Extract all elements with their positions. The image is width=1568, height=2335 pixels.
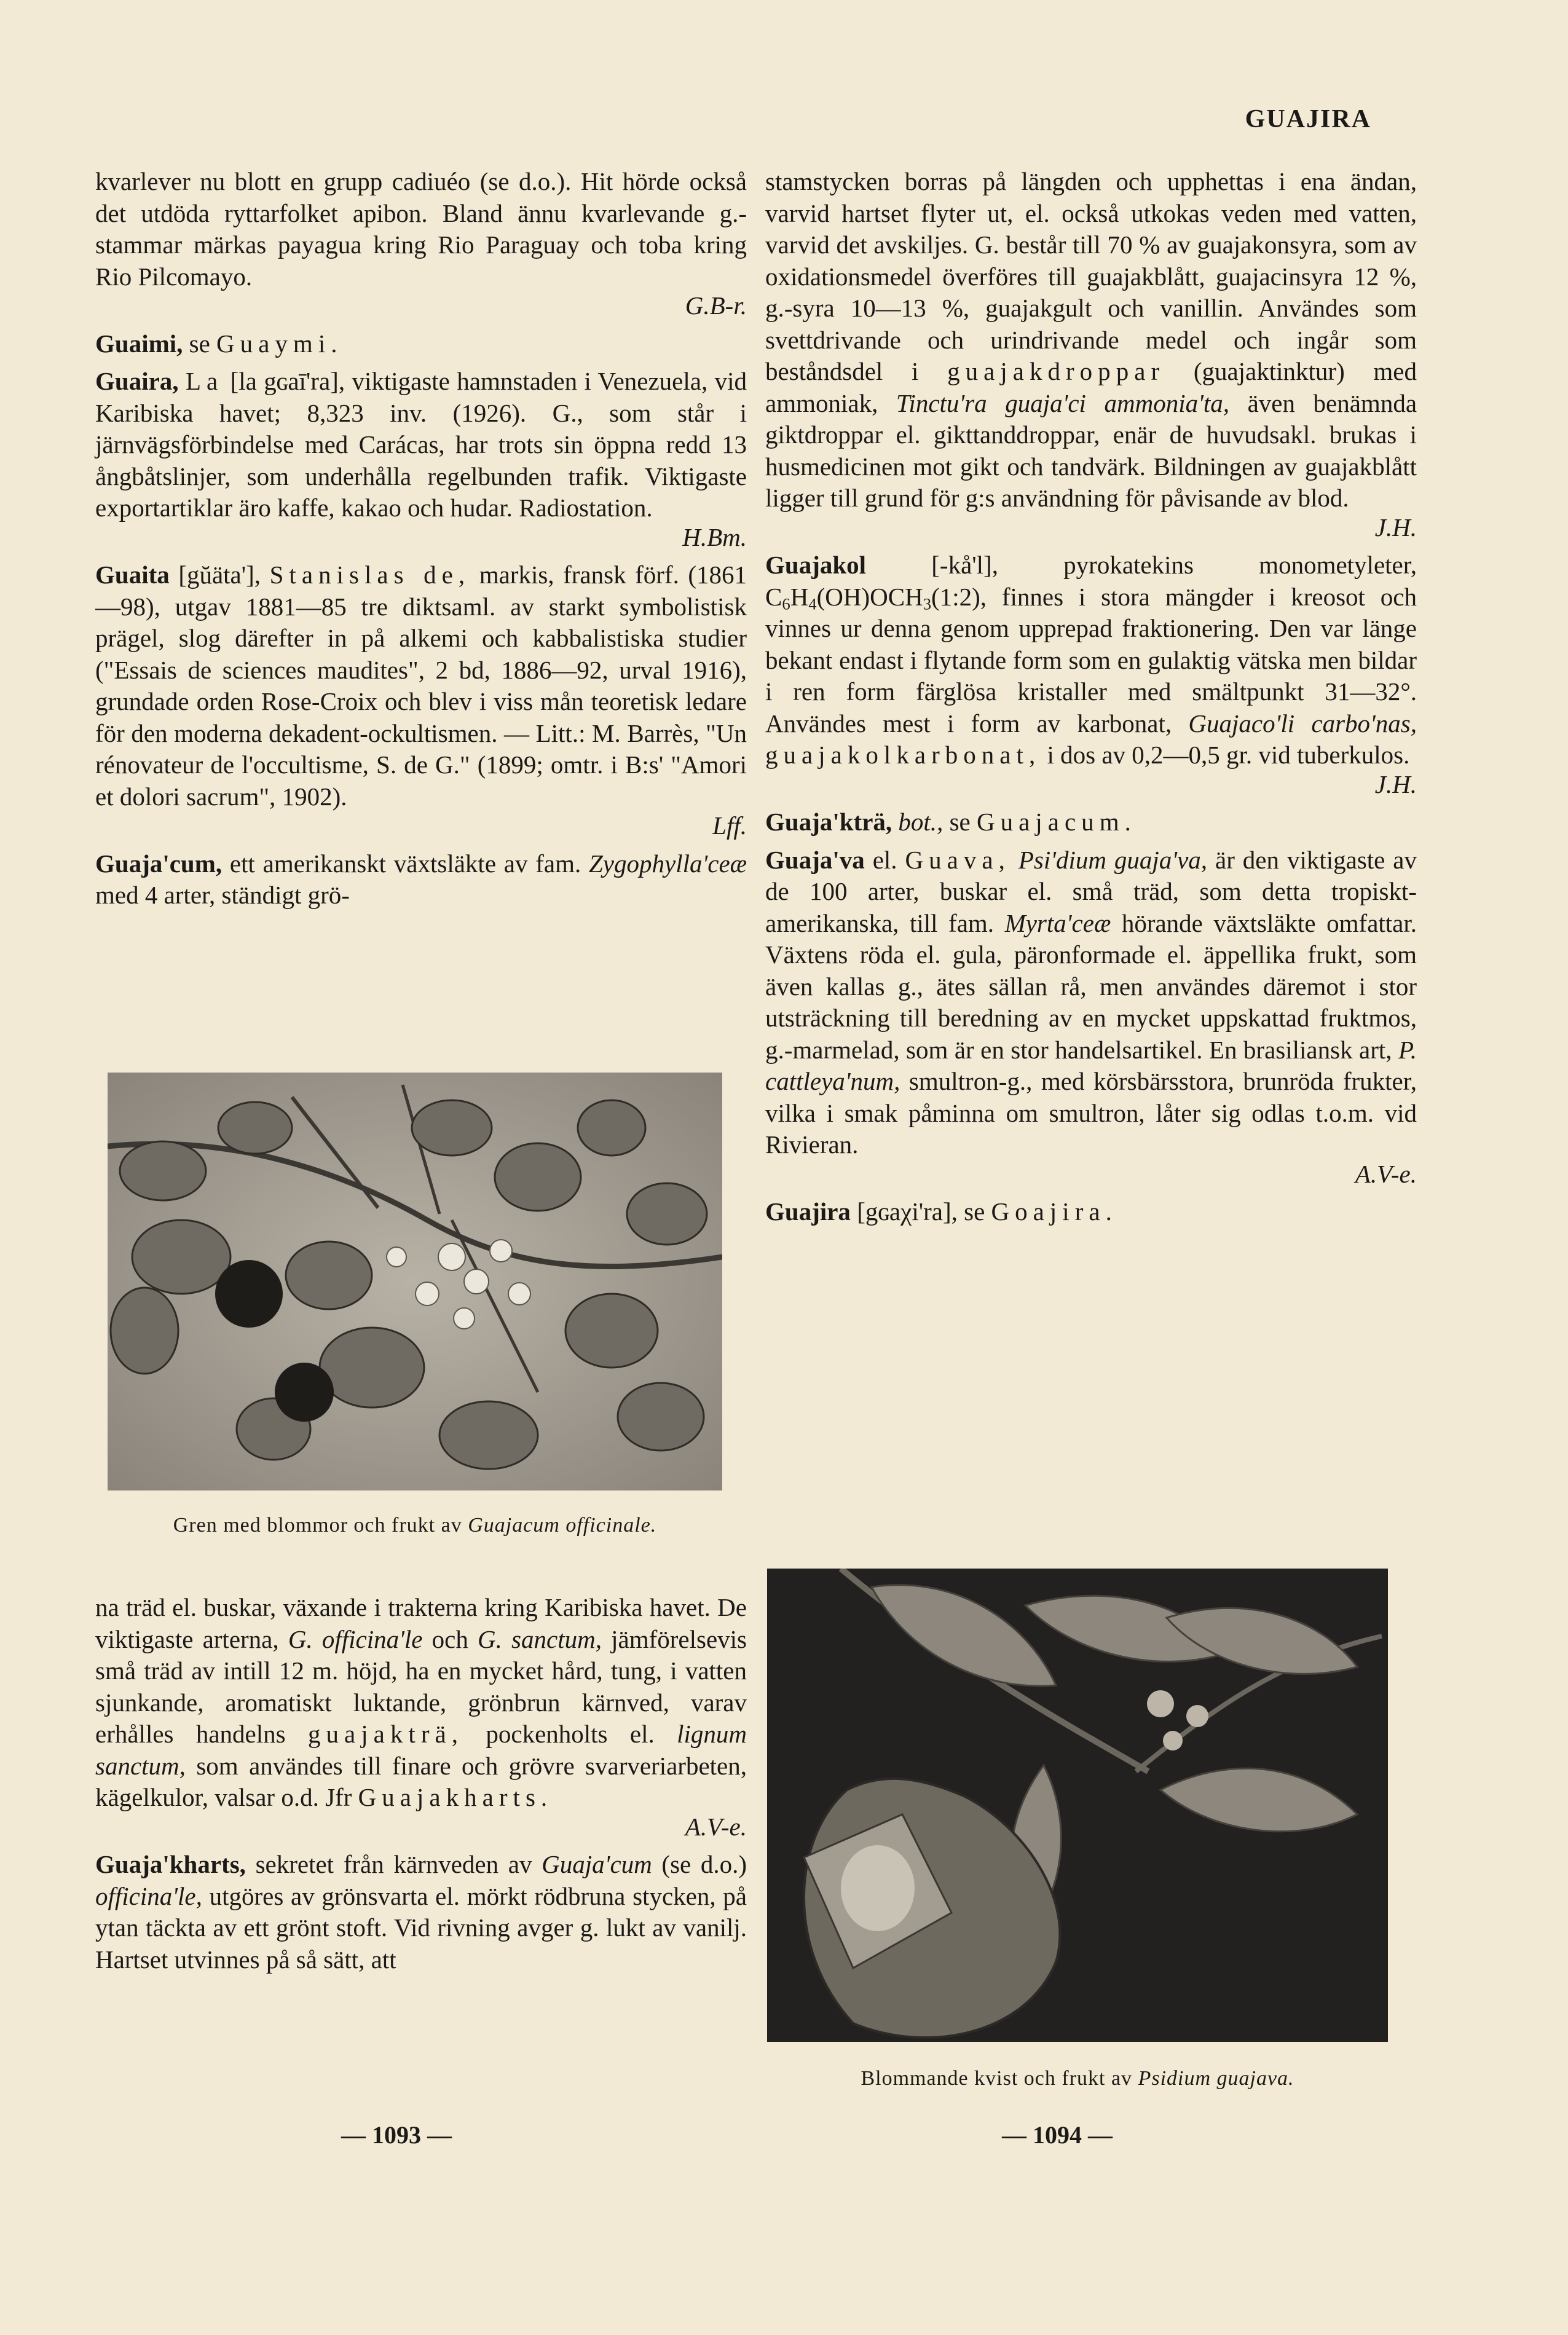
caption-text: Gren med blommor och frukt av xyxy=(173,1514,462,1537)
entry-guajakol xyxy=(765,549,1417,800)
caption-text: Blommande kvist och frukt av xyxy=(861,2067,1133,2090)
family-name: Zygophylla'ceæ xyxy=(589,849,747,878)
entry-guajira xyxy=(765,1196,1417,1228)
see-label: se xyxy=(949,808,971,836)
author-signature: A.V-e. xyxy=(1355,1159,1417,1188)
caption-species: Psidium guajava. xyxy=(1138,2067,1294,2090)
entry-text: och xyxy=(431,1624,468,1653)
subject-label: bot., xyxy=(898,808,944,836)
article-prefix: La xyxy=(185,367,224,395)
spaced-term: guajakdroppar xyxy=(947,357,1165,385)
entry-guaimi xyxy=(95,328,747,360)
cross-reference: Guaymi. xyxy=(216,329,343,358)
formula-subscript: 6 xyxy=(782,594,790,613)
entry-guajacum xyxy=(95,848,747,912)
genus-name: Guaja'cum xyxy=(542,1850,652,1878)
headword: Guaja'cum, xyxy=(95,849,223,878)
caption-species: Guajacum officinale. xyxy=(468,1514,657,1537)
entry-text: som användes till finare och grövre svarveriarbeten, kägelkulor, valsar o.d. Jfr xyxy=(95,1751,747,1811)
formula-part: H xyxy=(790,582,809,611)
entry-text: el. xyxy=(872,845,897,874)
cross-reference: Guajakharts. xyxy=(358,1783,553,1811)
entry-text: utgöres av grönsvarta el. mörkt rödbruna stycken, på ytan täckta av ett grönt stoft. Vid rivning avger g. lukt av vanilj. Hartset utvinnes på så sätt, att xyxy=(95,1881,747,1974)
person-name: Stanislas de, xyxy=(269,561,471,589)
species-name: P. cattleya'num, xyxy=(765,1035,1417,1095)
entry-text: markis, fransk förf. (1861—98), utgav 1881—85 tre diktsaml. av starkt symbolistisk prägel, slog därefter in på alkemi och kabbalistiska studier ("Essais de sciences maudites", 2 bd, 1886—92, urval 1916), grundade orden Rose-Croix och blev i viss mån teoretisk ledare för den moderna dekadent-ockultismen. — Litt.: M. Barrès, "Un rénovateur de l'occultisme, S. de G." (1899; omtr. i B:s' "Amori et dolori sacrum", 1902). xyxy=(95,561,747,811)
author-signature: Lff. xyxy=(712,811,747,840)
entry-guaira xyxy=(95,366,747,553)
headword: Guaira, xyxy=(95,367,179,395)
latin-term: lignum sanctum, xyxy=(95,1720,747,1780)
entry-text: är den viktigaste av de 100 arter, buskar el. små träd, som detta tropiskt-amerikanska, till fam. xyxy=(765,845,1417,937)
figure-caption xyxy=(108,1512,722,1539)
branch-illustration xyxy=(108,1073,722,1490)
right-column xyxy=(765,166,1417,1234)
entry-text: i dos av 0,2—0,5 gr. vid tuberkulos. xyxy=(1047,741,1410,769)
formula-subscript: 4 xyxy=(808,594,817,613)
latin-term: Guajaco'li carbo'nas, xyxy=(1188,709,1417,738)
author-signature: G.B-r. xyxy=(685,291,747,320)
entry-text: pockenholts el. xyxy=(486,1720,655,1748)
entry-text: [la gɢaī'ra], viktigaste hamnstaden i Venezuela, vid Karibiska havet; 8,323 inv. (1926). G., som står i järnvägsförbindelse med Carácas, har trots sin öppna redd 13 ångbåtslinjer, som underhålla regelbunden trafik. Viktigaste exportartiklar äro kaffe, kakao och hudar. Radiostation. xyxy=(95,367,747,522)
species-name: G. sanctum, xyxy=(478,1624,602,1653)
headword: Guaja'kharts, xyxy=(95,1850,246,1878)
figure-guajacum-photo xyxy=(108,1073,722,1490)
headword: Guaimi, xyxy=(95,329,183,358)
entry-guajaktra xyxy=(765,806,1417,838)
entry-guajakharts-cont xyxy=(765,166,1417,543)
entry-guajakharts xyxy=(95,1849,747,1975)
species-name: G. officina'le xyxy=(288,1624,423,1653)
formula-part: (OH)OCH xyxy=(816,582,923,611)
entry-text: sekretet från kärnveden av xyxy=(255,1850,532,1878)
see-label: se xyxy=(964,1197,985,1226)
formula-part: (1:2), xyxy=(931,582,987,611)
left-column-lower xyxy=(95,1592,747,1982)
headword: Guaja'va xyxy=(765,845,865,874)
entry-text: (se d.o.) xyxy=(661,1850,747,1878)
pronunciation: [gŭäta'], xyxy=(178,561,261,589)
cross-reference: Goajira. xyxy=(991,1197,1117,1226)
chemical-formula xyxy=(765,583,987,611)
entry-guajava xyxy=(765,845,1417,1191)
figure-caption xyxy=(767,2065,1388,2092)
entry-text: ett amerikanskt växtsläkte av fam. xyxy=(229,849,581,878)
species-name: Psi'dium guaja'va, xyxy=(1018,845,1208,874)
author-signature: J.H. xyxy=(1374,770,1417,798)
entry-text: finnes i stora mängder i kreosot och vinnes ur denna genom upprepad fraktionering. Den var länge bekant endast i flytande form som en gulaktig vätska men bildar i ren form färglösa kristaller med smältpunkt 31—32°. Användes mest i form av karbonat, xyxy=(765,582,1417,738)
spaced-term: guajakträ, xyxy=(308,1720,463,1748)
latin-term: Tinctu'ra guaja'ci ammonia'ta, xyxy=(896,388,1230,417)
entry-text: na träd el. buskar, växande i trakterna kring Karibiska havet. De viktigaste arterna, xyxy=(95,1593,747,1653)
entry-text: kvarlever nu blott en grupp cadiuéo (se d.o.). Hit hörde också det utdöda ryttarfolket apibon. Bland ännu kvarlevande g.-stammar märkas payagua kring Rio Paraguay och toba kring Rio Pilcomayo. xyxy=(95,167,747,291)
figure-psidium-photo xyxy=(767,1569,1388,2042)
headword: Guajakol xyxy=(765,551,867,579)
cross-reference: Guajacum. xyxy=(976,808,1137,836)
entry-text: (guajaktinktur) med ammoniak, xyxy=(765,357,1417,417)
entry-text: smultron-g., med körsbärsstora, brunröda frukter, vilka i smak påminna om smultron, låter sig odlas t.o.m. vid Rivieran. xyxy=(765,1067,1417,1159)
running-head: GUAJIRA xyxy=(1245,105,1371,133)
formula-part: C xyxy=(765,582,782,611)
headword: Guajira xyxy=(765,1197,851,1226)
family-name: Myrta'ceæ xyxy=(1004,908,1111,937)
headword: Guaita xyxy=(95,561,170,589)
species-name: officina'le, xyxy=(95,1881,202,1910)
page-number-left: — 1093 — xyxy=(341,2121,452,2149)
guava-illustration xyxy=(767,1569,1388,2042)
entry-continuation xyxy=(95,166,747,322)
author-signature: A.V-e. xyxy=(685,1812,747,1841)
spaced-term: Guava, xyxy=(905,845,1011,874)
entry-guaita xyxy=(95,559,747,842)
pronunciation: [gɢaχi'ra], xyxy=(857,1197,958,1226)
author-signature: H.Bm. xyxy=(682,522,747,551)
entry-text: jämförelsevis små träd av intill 12 m. höjd, ha en mycket hård, tung, i vatten sjunkande, aromatiskt luktande, grönbrun kärnved, varav erhålles handelns xyxy=(95,1624,747,1748)
formula-subscript: 3 xyxy=(923,594,932,613)
see-label: se xyxy=(189,329,210,358)
entry-text: hörande växtsläkte omfattar. Växtens röda el. gula, päronformade el. äppellika frukt, som även kallas g., ätes sällan rå, men användes däremot i stor utsträckning till beredning av en mycket uppskattad fruktmos, g.-marmelad, som är en stor handelsartikel. En brasiliansk art, xyxy=(765,908,1417,1064)
left-column xyxy=(95,166,747,918)
entry-text: med 4 arter, ständigt grö- xyxy=(95,881,350,909)
spaced-term: guajakolkarbonat, xyxy=(765,741,1041,769)
headword: Guaja'kträ, xyxy=(765,808,892,836)
entry-guajacum-cont xyxy=(95,1592,747,1843)
entry-text: stamstycken borras på längden och upphettas i ena ändan, varvid hartset flyter ut, el. också utkokas veden med vatten, varvid det avskiljes. G. består till 70 % av guajakonsyra, som av oxidationsmedel överföres till guajakblått, guajacinsyra 12 %, g.-syra 10—13 %, guajakgult och vanillin. Användes som svettdrivande och urindrivande medel och ingår som beståndsdel i xyxy=(765,167,1417,385)
author-signature: J.H. xyxy=(1374,513,1417,541)
entry-text: [-kå'l], pyrokatekins monometyleter, xyxy=(931,551,1417,579)
page-number-right: — 1094 — xyxy=(1002,2121,1113,2149)
entry-text: även benämnda giktdroppar el. gikttanddroppar, enär de huvudsakl. brukas i husmedicinen mot gikt och tandvärk. Bildningen av guajakblått ligger till grund för g:s användning för påvisande av blod. xyxy=(765,388,1417,512)
